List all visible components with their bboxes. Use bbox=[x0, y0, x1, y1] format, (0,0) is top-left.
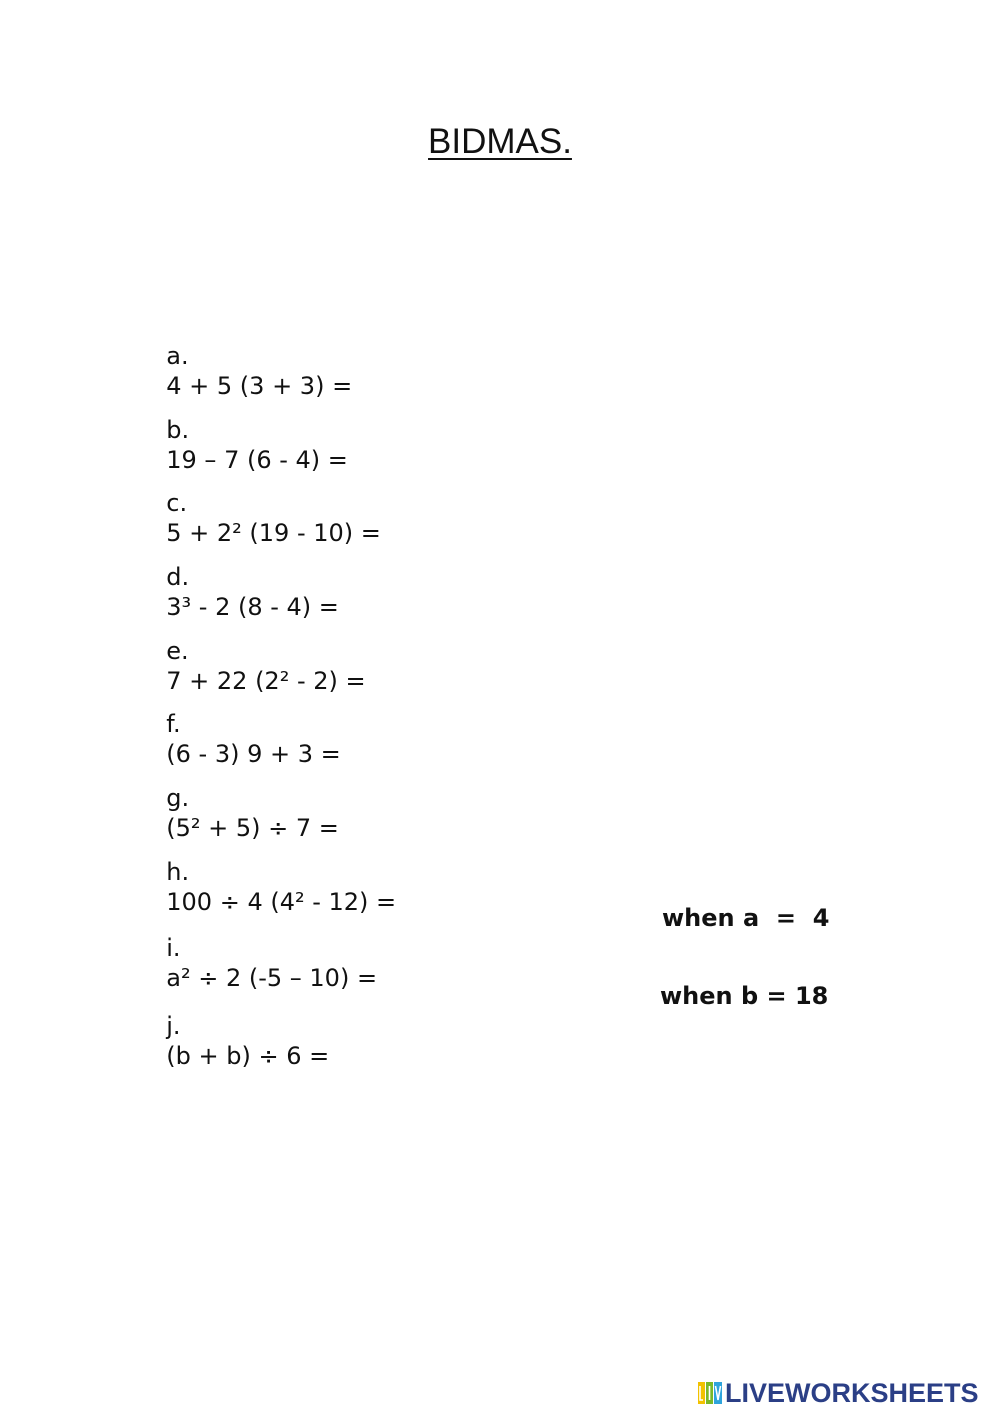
question-label: g. bbox=[166, 784, 197, 812]
question-label: a. bbox=[166, 342, 197, 370]
question-j-condition: when b = 18 bbox=[660, 982, 829, 1010]
question-expression: 4 + 5 (3 + 3) = bbox=[166, 372, 353, 400]
question-expression: 7 + 22 (2² - 2) = bbox=[166, 667, 366, 695]
question-expression: 5 + 2² (19 - 10) = bbox=[166, 519, 381, 547]
question-expression: 100 ÷ 4 (4² - 12) = bbox=[166, 888, 397, 916]
question-label: h. bbox=[166, 858, 197, 886]
liveworksheets-logo-icon bbox=[697, 1380, 723, 1406]
question-j bbox=[151, 981, 329, 1071]
question-label: i. bbox=[166, 934, 189, 962]
question-label: e. bbox=[166, 637, 197, 665]
liveworksheets-branding bbox=[697, 1378, 979, 1408]
question-label: d. bbox=[166, 563, 197, 591]
question-i bbox=[151, 903, 377, 993]
question-label: j. bbox=[166, 1012, 189, 1040]
brand-text: LIVEWORKSHEETS bbox=[725, 1378, 979, 1408]
question-label: b. bbox=[166, 416, 197, 444]
question-expression: 3³ - 2 (8 - 4) = bbox=[166, 593, 339, 621]
page-title: BIDMAS. bbox=[428, 122, 572, 161]
question-expression: (6 - 3) 9 + 3 = bbox=[166, 740, 341, 768]
question-expression: (b + b) ÷ 6 = bbox=[166, 1042, 330, 1070]
question-label: f. bbox=[166, 710, 189, 738]
question-expression: a² ÷ 2 (-5 – 10) = bbox=[166, 964, 378, 992]
question-expression: 19 – 7 (6 - 4) = bbox=[166, 446, 348, 474]
question-expression: (5² + 5) ÷ 7 = bbox=[166, 814, 339, 842]
question-label: c. bbox=[166, 489, 195, 517]
question-i-condition: when a = 4 bbox=[662, 904, 830, 932]
